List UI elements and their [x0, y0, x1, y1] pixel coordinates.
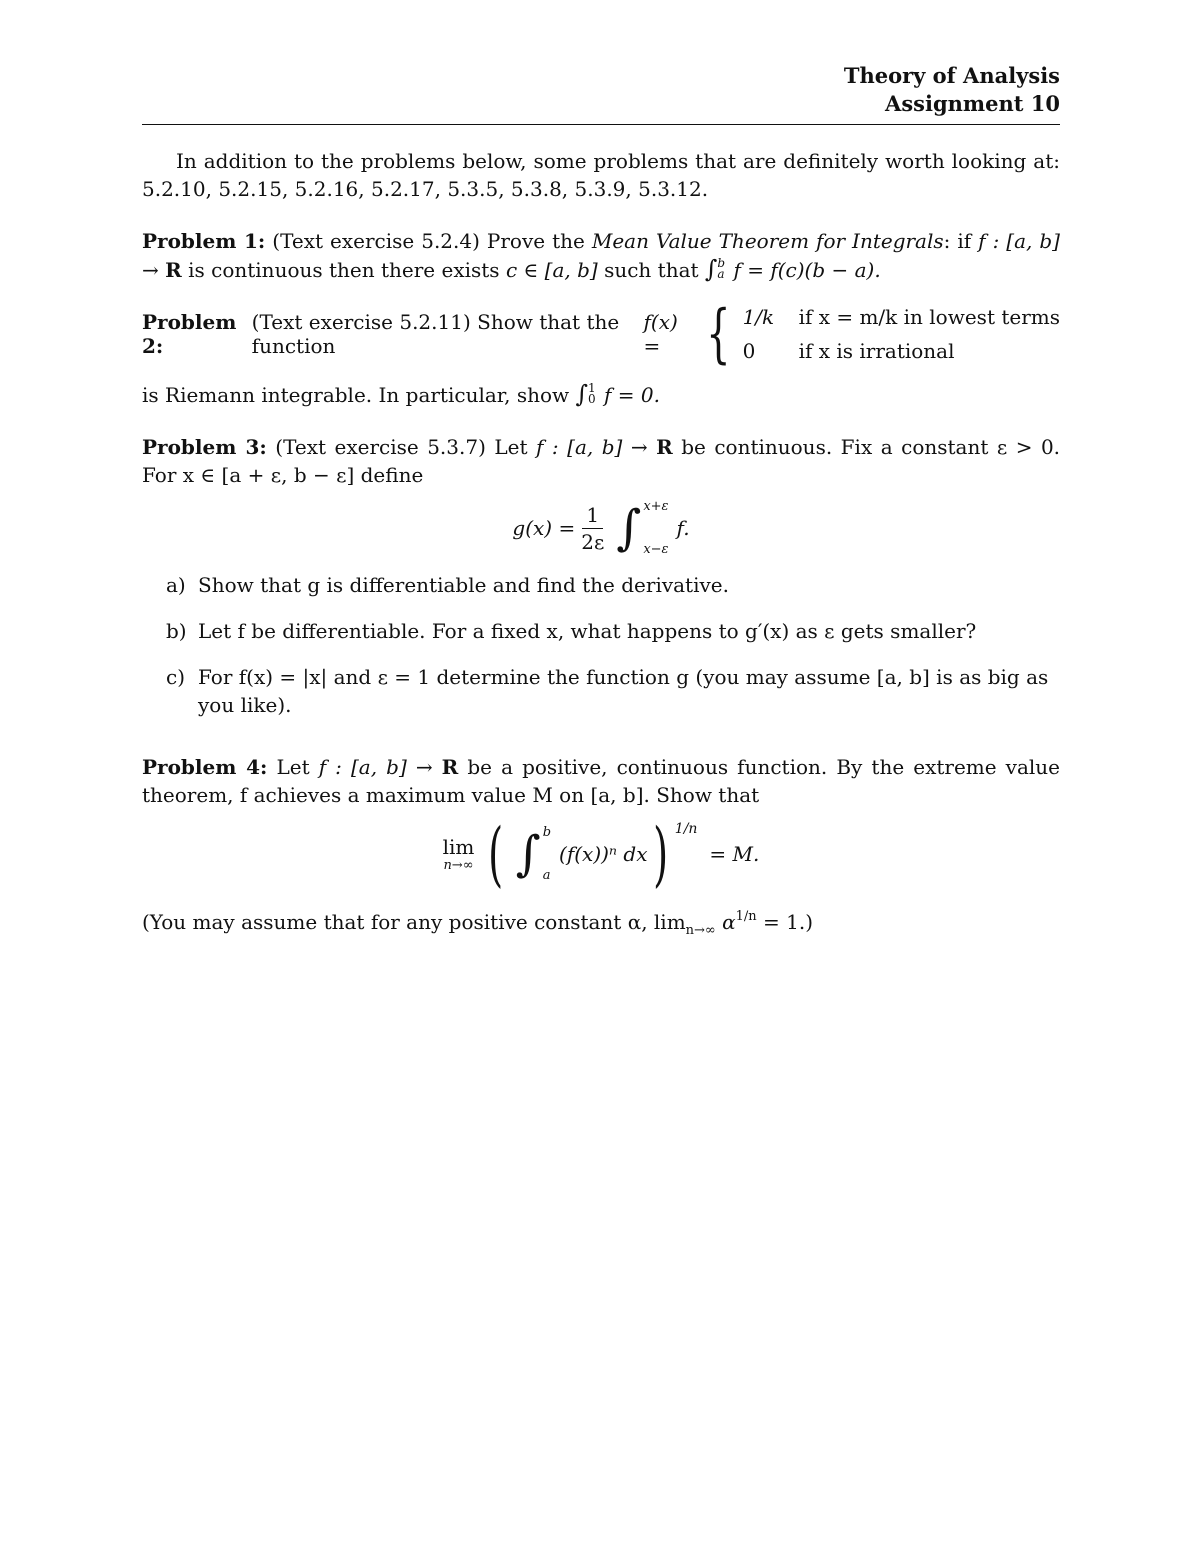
- problem-4-math-a: f : [a, b] →: [318, 755, 433, 779]
- course-title: Theory of Analysis: [843, 63, 1060, 88]
- item-text: For f(x) = |x| and ε = 1 determine the function g (you may assume [a, b] is as big as you like).: [198, 665, 1049, 717]
- integral-limits: [588, 383, 596, 405]
- item-text: Show that g is differentiable and find the derivative.: [198, 573, 729, 597]
- integral-upper-limit: x+ε: [643, 499, 669, 514]
- integral-lower-limit: 0: [588, 392, 596, 406]
- exponent: 1/n: [674, 821, 698, 837]
- case-1-value: 1/k: [742, 305, 775, 329]
- header-rule: [142, 124, 1060, 125]
- integral-sign: ∫: [616, 500, 642, 556]
- piecewise-brace: {: [705, 297, 731, 371]
- note-end: = 1.): [756, 910, 814, 934]
- problem-2-tail: [142, 380, 1060, 409]
- case-1-condition: if x = m/k in lowest terms: [798, 305, 1060, 329]
- list-item: [142, 571, 1060, 599]
- g-definition: [142, 499, 1060, 557]
- problem-4: [142, 753, 1060, 809]
- item-text: Let f be differentiable. For a fixed x, what happens to g′(x) as ε gets smaller?: [198, 619, 977, 643]
- real-field: R: [656, 435, 673, 459]
- problem-2-text-a: (Text exercise 5.2.11) Show that the function: [251, 310, 620, 358]
- integral-upper-limit: b: [717, 256, 726, 270]
- problem-2-fx: f(x) =: [643, 310, 678, 358]
- document-page: [142, 62, 1060, 945]
- problem-1-math-a: f : [a, b] →: [142, 229, 1060, 282]
- limit-rhs: = M.: [709, 842, 760, 866]
- problem-1-text-d: such that: [604, 258, 699, 282]
- problem-3-math-a: f : [a, b] →: [536, 435, 648, 459]
- problem-3: [142, 433, 1060, 489]
- assignment-title: Assignment 10: [885, 91, 1060, 116]
- list-item: [142, 617, 1060, 645]
- integral-sign: ∫: [515, 826, 541, 882]
- real-field: R: [165, 258, 182, 282]
- problem-1-label: Problem 1:: [142, 229, 266, 253]
- item-label: b): [166, 619, 187, 643]
- problem-1-text-a: (Text exercise 5.2.4) Prove the: [272, 229, 585, 253]
- problem-4-text-a: Let: [276, 755, 310, 779]
- integral-limits: [643, 499, 668, 557]
- problem-2: [142, 297, 1060, 371]
- document-header: [142, 62, 1060, 118]
- left-paren: (: [488, 813, 504, 895]
- integrand: (f(x))ⁿ dx: [559, 842, 648, 866]
- g-lhs: g(x) =: [512, 516, 576, 540]
- note-superscript: 1/n: [735, 909, 757, 924]
- lim-text: lim: [442, 835, 475, 859]
- integral-limits: [543, 825, 551, 883]
- real-field: R: [441, 755, 459, 779]
- case-2-value: 0: [742, 339, 756, 363]
- problem-2-text-b: is Riemann integrable. In particular, show: [142, 383, 570, 407]
- integral-expression: [705, 255, 727, 283]
- lim-subscript: n→∞: [443, 858, 474, 873]
- problem-1: [142, 227, 1060, 284]
- integral-upper-limit: 1: [588, 381, 596, 395]
- problem-3-items: [142, 571, 1060, 719]
- problem-1-text-b: : if: [943, 229, 972, 253]
- problem-1-math-c: f = f(c)(b − a).: [733, 258, 881, 282]
- g-rhs: f.: [676, 516, 690, 540]
- problem-2-integral: [576, 380, 598, 408]
- problem-3-text-b: be continuous. Fix a constant ε > 0. For x ∈ [a + ε, b − ε] define: [142, 435, 1061, 487]
- note-subscript: n→∞: [685, 923, 716, 938]
- theorem-name: Mean Value Theorem for Integrals: [591, 229, 944, 253]
- problem-3-label: Problem 3:: [142, 435, 267, 459]
- right-paren: ): [653, 813, 669, 895]
- intro-paragraph: In addition to the problems below, some problems that are definitely worth looking at: 5.2.10, 5.2.15, 5.2.16, 5.2.17, 5.3.5, 5.3.8, 5.3.9, 5.3.12.: [142, 149, 1060, 201]
- fraction: [581, 502, 604, 555]
- note-alpha: α: [715, 910, 736, 934]
- limit-operator: [443, 835, 475, 873]
- problem-1-math-b: c ∈ [a, b]: [505, 258, 598, 282]
- integral-lower-limit: x−ε: [643, 542, 669, 557]
- piecewise-cases: [743, 303, 1060, 365]
- limit-equation: [142, 813, 1060, 895]
- problem-4-note: [142, 903, 1060, 945]
- problem-3-text-a: (Text exercise 5.3.7) Let: [275, 435, 528, 459]
- integral-sign: ∫: [575, 380, 589, 408]
- case-2-condition: if x is irrational: [798, 339, 955, 363]
- item-label: c): [166, 665, 186, 689]
- note-text: (You may assume that for any positive constant α, lim: [142, 910, 686, 934]
- integral-upper-limit: b: [542, 825, 552, 840]
- item-label: a): [166, 573, 186, 597]
- fraction-denominator: 2ε: [581, 529, 605, 554]
- problem-4-label: Problem 4:: [142, 755, 268, 779]
- fraction-numerator: 1: [582, 502, 603, 529]
- integral-lower-limit: a: [542, 868, 551, 883]
- integral-sign: ∫: [704, 255, 718, 283]
- problem-4-text-b: be a positive, continuous function. By the extreme value theorem, f achieves a maximum value M on [a, b]. Show that: [142, 755, 1060, 807]
- list-item: [142, 663, 1060, 719]
- problem-1-text-c: is continuous then there exists: [188, 258, 500, 282]
- integral-lower-limit: a: [717, 267, 725, 281]
- integral-limits: [717, 258, 725, 280]
- problem-2-label: Problem 2:: [142, 310, 237, 358]
- problem-2-math-b: f = 0.: [604, 383, 660, 407]
